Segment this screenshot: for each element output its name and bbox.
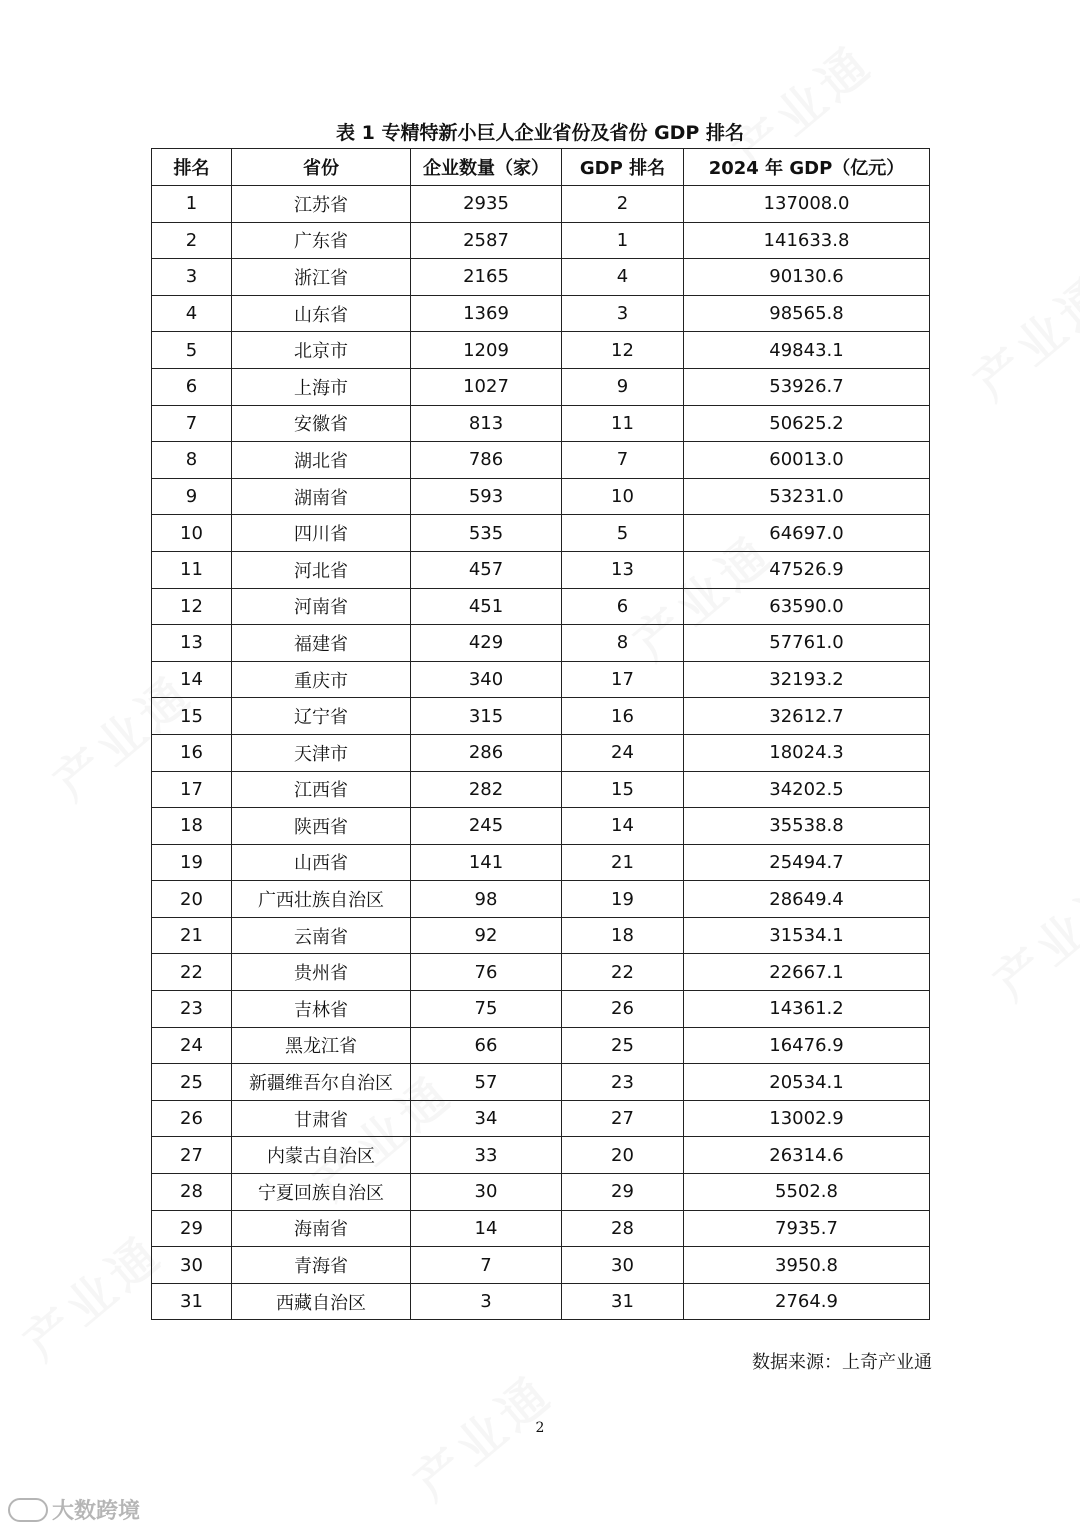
header-gdp-2024: 2024 年 GDP（亿元） [684,149,930,186]
cell-company-count: 92 [411,917,562,954]
table-title: 表 1 专精特新小巨人企业省份及省份 GDP 排名 [336,122,744,144]
cell-company-count: 141 [411,844,562,881]
header-rank: 排名 [152,149,232,186]
cell-rank: 29 [152,1210,232,1247]
cell-gdp-2024: 34202.5 [684,771,930,808]
cell-company-count: 1369 [411,295,562,332]
cell-gdp-rank: 3 [562,295,684,332]
cell-gdp-2024: 141633.8 [684,222,930,259]
cell-rank: 3 [152,259,232,296]
data-table [151,148,930,1320]
cell-gdp-2024: 50625.2 [684,405,930,442]
table-row [152,332,930,369]
cell-rank: 6 [152,368,232,405]
cell-company-count: 535 [411,515,562,552]
cell-rank: 27 [152,1137,232,1174]
cell-rank: 9 [152,478,232,515]
cell-gdp-rank: 15 [562,771,684,808]
cell-province: 青海省 [232,1247,411,1284]
cell-rank: 14 [152,661,232,698]
cell-company-count: 34 [411,1100,562,1137]
cell-province: 海南省 [232,1210,411,1247]
cell-rank: 8 [152,442,232,479]
table-row [152,1247,930,1284]
table-row [152,917,930,954]
cell-gdp-2024: 20534.1 [684,1064,930,1101]
cell-company-count: 66 [411,1027,562,1064]
cell-gdp-rank: 7 [562,442,684,479]
table-row [152,1174,930,1211]
cell-rank: 2 [152,222,232,259]
table-row [152,808,930,845]
cell-gdp-2024: 13002.9 [684,1100,930,1137]
cell-rank: 15 [152,698,232,735]
cell-gdp-rank: 30 [562,1247,684,1284]
cell-gdp-2024: 31534.1 [684,917,930,954]
cell-province: 云南省 [232,917,411,954]
cell-company-count: 2935 [411,186,562,223]
cell-rank: 18 [152,808,232,845]
cell-rank: 25 [152,1064,232,1101]
table-row [152,515,930,552]
watermark [957,256,1080,413]
cell-company-count: 457 [411,551,562,588]
cell-gdp-rank: 13 [562,551,684,588]
cell-gdp-rank: 21 [562,844,684,881]
cell-province: 河北省 [232,551,411,588]
cell-gdp-rank: 8 [562,625,684,662]
cell-rank: 19 [152,844,232,881]
cell-gdp-rank: 17 [562,661,684,698]
header-company-count: 企业数量（家） [411,149,562,186]
cell-rank: 21 [152,917,232,954]
cell-province: 上海市 [232,368,411,405]
header-gdp-rank: GDP 排名 [562,149,684,186]
cell-province: 山西省 [232,844,411,881]
cell-province: 贵州省 [232,954,411,991]
cell-gdp-rank: 12 [562,332,684,369]
table-row [152,844,930,881]
cell-gdp-2024: 32193.2 [684,661,930,698]
table-row [152,588,930,625]
cell-gdp-rank: 10 [562,478,684,515]
table-row [152,405,930,442]
table-row [152,698,930,735]
data-source: 数据来源：上奇产业通 [752,1352,932,1373]
cell-province: 天津市 [232,734,411,771]
header-province: 省份 [232,149,411,186]
cell-province: 甘肃省 [232,1100,411,1137]
cell-gdp-2024: 14361.2 [684,991,930,1028]
cell-gdp-rank: 5 [562,515,684,552]
cell-company-count: 75 [411,991,562,1028]
table-row [152,1210,930,1247]
cell-company-count: 282 [411,771,562,808]
cell-province: 黑龙江省 [232,1027,411,1064]
cell-province: 辽宁省 [232,698,411,735]
cell-company-count: 315 [411,698,562,735]
cell-gdp-2024: 2764.9 [684,1283,930,1320]
cell-rank: 10 [152,515,232,552]
table-row [152,881,930,918]
cell-company-count: 286 [411,734,562,771]
cell-gdp-2024: 53926.7 [684,368,930,405]
table-row [152,771,930,808]
cell-gdp-rank: 23 [562,1064,684,1101]
cell-gdp-2024: 49843.1 [684,332,930,369]
table-row [152,1100,930,1137]
table-row [152,661,930,698]
cell-province: 湖北省 [232,442,411,479]
cell-company-count: 7 [411,1247,562,1284]
cell-rank: 4 [152,295,232,332]
cell-gdp-2024: 32612.7 [684,698,930,735]
cell-company-count: 340 [411,661,562,698]
table-row [152,442,930,479]
cell-company-count: 786 [411,442,562,479]
cell-gdp-2024: 25494.7 [684,844,930,881]
watermark [977,856,1080,1013]
cell-gdp-rank: 26 [562,991,684,1028]
cell-province: 新疆维吾尔自治区 [232,1064,411,1101]
cell-company-count: 593 [411,478,562,515]
table-row [152,368,930,405]
cell-gdp-2024: 63590.0 [684,588,930,625]
cell-rank: 13 [152,625,232,662]
cell-province: 广东省 [232,222,411,259]
table-body [152,186,930,1320]
cell-gdp-2024: 64697.0 [684,515,930,552]
table-row [152,1027,930,1064]
table-row [152,734,930,771]
cell-rank: 20 [152,881,232,918]
cell-gdp-2024: 22667.1 [684,954,930,991]
cell-gdp-rank: 28 [562,1210,684,1247]
cell-company-count: 76 [411,954,562,991]
cell-rank: 16 [152,734,232,771]
cell-province: 宁夏回族自治区 [232,1174,411,1211]
table-row [152,1137,930,1174]
cell-gdp-rank: 16 [562,698,684,735]
cell-gdp-rank: 25 [562,1027,684,1064]
cell-gdp-rank: 27 [562,1100,684,1137]
cell-rank: 22 [152,954,232,991]
cell-company-count: 2587 [411,222,562,259]
cell-gdp-2024: 90130.6 [684,259,930,296]
page-number: 2 [535,1420,545,1436]
cell-province: 江苏省 [232,186,411,223]
cell-province: 内蒙古自治区 [232,1137,411,1174]
cell-rank: 28 [152,1174,232,1211]
cell-company-count: 57 [411,1064,562,1101]
cell-gdp-rank: 1 [562,222,684,259]
cell-gdp-rank: 22 [562,954,684,991]
cell-company-count: 813 [411,405,562,442]
cell-province: 广西壮族自治区 [232,881,411,918]
cell-gdp-2024: 60013.0 [684,442,930,479]
table-row [152,259,930,296]
cell-company-count: 451 [411,588,562,625]
cell-company-count: 98 [411,881,562,918]
cell-gdp-rank: 24 [562,734,684,771]
cell-gdp-rank: 19 [562,881,684,918]
cell-gdp-rank: 29 [562,1174,684,1211]
cell-province: 河南省 [232,588,411,625]
cell-gdp-rank: 6 [562,588,684,625]
table-row [152,991,930,1028]
cell-gdp-rank: 14 [562,808,684,845]
cell-rank: 31 [152,1283,232,1320]
cell-gdp-2024: 98565.8 [684,295,930,332]
cell-province: 浙江省 [232,259,411,296]
cell-company-count: 3 [411,1283,562,1320]
cell-rank: 7 [152,405,232,442]
cell-province: 福建省 [232,625,411,662]
cell-rank: 24 [152,1027,232,1064]
cell-company-count: 1209 [411,332,562,369]
cell-gdp-rank: 11 [562,405,684,442]
table-row [152,478,930,515]
cell-gdp-2024: 53231.0 [684,478,930,515]
table-row [152,186,930,223]
cell-gdp-2024: 28649.4 [684,881,930,918]
cell-gdp-2024: 35538.8 [684,808,930,845]
cell-gdp-2024: 3950.8 [684,1247,930,1284]
cell-company-count: 245 [411,808,562,845]
cell-gdp-2024: 47526.9 [684,551,930,588]
cell-company-count: 2165 [411,259,562,296]
cell-rank: 30 [152,1247,232,1284]
table-row [152,1283,930,1320]
chat-bubble-icon [8,1498,48,1522]
cell-gdp-2024: 16476.9 [684,1027,930,1064]
table-row [152,222,930,259]
cell-rank: 26 [152,1100,232,1137]
cell-province: 山东省 [232,295,411,332]
table-row [152,1064,930,1101]
cell-province: 江西省 [232,771,411,808]
cell-gdp-rank: 20 [562,1137,684,1174]
cell-rank: 17 [152,771,232,808]
cell-gdp-rank: 4 [562,259,684,296]
cell-gdp-rank: 9 [562,368,684,405]
table-row [152,954,930,991]
cell-rank: 1 [152,186,232,223]
cell-province: 陕西省 [232,808,411,845]
cell-province: 重庆市 [232,661,411,698]
cell-gdp-rank: 18 [562,917,684,954]
cell-province: 西藏自治区 [232,1283,411,1320]
watermark [7,1216,175,1373]
cell-gdp-2024: 18024.3 [684,734,930,771]
cell-gdp-rank: 31 [562,1283,684,1320]
cell-gdp-2024: 5502.8 [684,1174,930,1211]
table-row [152,551,930,588]
cell-province: 吉林省 [232,991,411,1028]
cell-province: 四川省 [232,515,411,552]
cell-gdp-rank: 2 [562,186,684,223]
cell-gdp-2024: 57761.0 [684,625,930,662]
cell-province: 北京市 [232,332,411,369]
cell-province: 安徽省 [232,405,411,442]
cell-rank: 23 [152,991,232,1028]
cell-company-count: 429 [411,625,562,662]
cell-company-count: 14 [411,1210,562,1247]
cell-company-count: 30 [411,1174,562,1211]
brand-watermark [8,1494,140,1525]
cell-rank: 12 [152,588,232,625]
cell-rank: 11 [152,551,232,588]
brand-text: 大数跨境 [52,1499,141,1524]
cell-gdp-2024: 26314.6 [684,1137,930,1174]
table-row [152,625,930,662]
table-row [152,295,930,332]
cell-province: 湖南省 [232,478,411,515]
cell-rank: 5 [152,332,232,369]
cell-company-count: 33 [411,1137,562,1174]
cell-gdp-2024: 137008.0 [684,186,930,223]
cell-gdp-2024: 7935.7 [684,1210,930,1247]
table-header-row [152,149,930,186]
cell-company-count: 1027 [411,368,562,405]
